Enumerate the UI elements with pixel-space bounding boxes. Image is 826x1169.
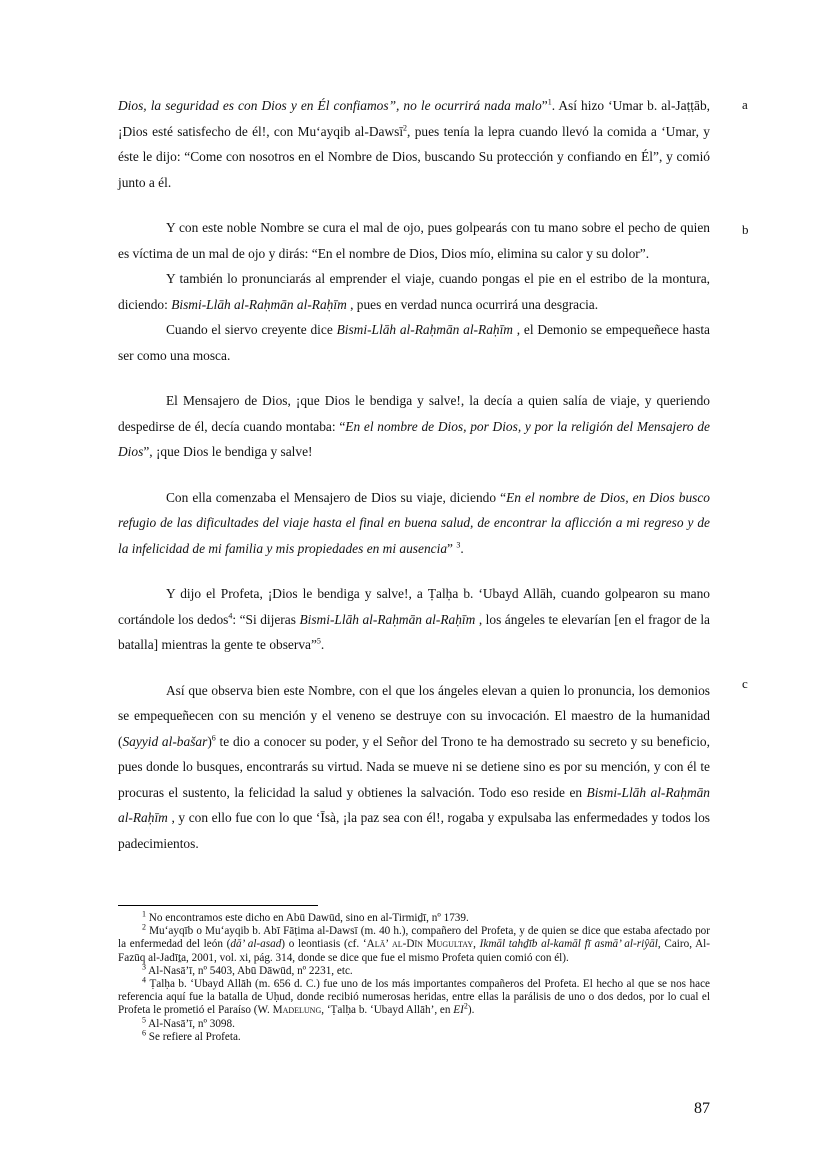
footnote-ref-3[interactable]: 3 bbox=[456, 540, 461, 550]
footnote-ref-1[interactable]: 1 bbox=[547, 97, 552, 107]
paragraph-8: Así que observa bien este Nombre, con el que los ángeles elevan a quien lo pronuncia, los demonios se empequeñecen con su mención y el veneno se destruye con su invocación. El maestro de la humanidad (Sayyid al-bašar)$^6$ te dio a conocer su poder, y el Señor del Trono te ha demostrado su secreto y su beneficio, pues donde lo busques, encontrarás su virtud. Nada se mueve ni se detiene sino es por su mención, y con él te procuras el sustento, la felicidad la salud y obtienes la salvación. Todo eso reside en Bismi-Llāh al-Raḥmān al-Raḥīm , y con ello fue con lo que ‘Īsà, ¡la paz sea con él!, rogaba y expulsaba las enfermedades y todos los padecimientos. bbox=[118, 682, 710, 851]
footnotes bbox=[118, 909, 711, 1044]
page-number: 87 bbox=[694, 1100, 710, 1117]
margin-mark-b: b bbox=[742, 222, 749, 237]
footnote-ref-6[interactable]: 6 bbox=[211, 733, 216, 743]
footnote-1: $^1$ No encontramos este dicho en Abū Dawūd, sino en al-Tirmiḏī, nº 1739. bbox=[142, 909, 469, 924]
footnote-ref-2[interactable]: 2 bbox=[403, 123, 408, 133]
footnote-ref-5[interactable]: 5 bbox=[316, 636, 321, 646]
paragraph-1: Dios, la seguridad es con Dios y en Él confiamos”, no le ocurrirá nada malo”$^1$. Así hizo ‘Umar b. al-Jaṭṭāb, ¡Dios esté satisfecho de él!, con Mu‘ayqib al-Dawsī$^2$, pues tenía la lepra cuando llevó la comida a ‘Umar, y éste le dijo: “Come con nosotros en el Nombre de Dios, buscando Su protección y confiando en Él”, y comió junto a él. bbox=[118, 97, 710, 190]
footnote-3: $^3$ Al-Nasā’ī, nº 5403, Abū Dāwūd, nº 2231, etc. bbox=[142, 962, 353, 977]
paragraph-7: Y dijo el Profeta, ¡Dios le bendiga y salve!, a Ṭalḥa b. ‘Ubayd Allāh, cuando golpearon su mano cortándole los dedos$^4$: “Si dijeras Bismi-Llāh al-Raḥmān al-Raḥīm , los ángeles te elevarían [en el fragor de la batalla] mientras la gente te observa”$^5$. bbox=[118, 586, 710, 652]
footnote-ref-4[interactable]: 4 bbox=[228, 611, 233, 621]
footnote-4: $^4$ Ṭalḥa b. ‘Ubayd Allāh (m. 656 d. C.) fue uno de los más importantes compañeros del Profeta. El hecho al que se nos hace referencia aquí fue la batalla de Uḥud, donde recibió numerosas heridas, entre ellas la parálisis de uno o dos dedos, por lo cual el Profeta le prometió el Paraíso (W. Madelung, ‘Ṭalḥa b. ‘Ubayd Allāh’, en $EI^2$). bbox=[118, 975, 710, 1017]
main-text bbox=[118, 93, 710, 856]
footnote-2: $^2$ Mu‘ayqīb o Mu‘ayqib b. Abī Fāṭima al-Dawsī (m. 40 h.), compañero del Profeta, y de quien se dice que estaba afectado por la enfermedad del león (dā’ al-asad) o leontiasis (cf. ‘Alā’ al-Dīn Mugultay, Ikmāl tahḏīb al-kamāl fī asmā’ al-riŷāl, Cairo, Al-Fazūq al-Jadīṯa, 2001, vol. xi, pág. 314, donde se dice que fue el mismo Profeta quien comió con él). bbox=[118, 922, 711, 964]
footnote-5: $^5$ Al-Nasā’ī, nº 3098. bbox=[142, 1014, 235, 1030]
paragraph-6: Con ella comenzaba el Mensajero de Dios su viaje, diciendo “En el nombre de Dios, en Dios busco refugio de las dificultades del viaje hasta el final en buena salud, de encontrar la aflicción a mi regreso y de la infelicidad de mi familia y mis propiedades en mi ausencia” $^3$. bbox=[118, 489, 710, 556]
footnote-6: $^6$ Se refiere al Profeta. bbox=[142, 1028, 241, 1043]
paragraph-3: Y también lo pronunciarás al emprender el viaje, cuando pongas el pie en el estribo de la montura, diciendo: Bismi-Llāh al-Raḥmān al-Raḥīm , pues en verdad nunca ocurrirá una desgracia. bbox=[118, 271, 710, 312]
footnote-rule bbox=[118, 905, 318, 906]
paragraph-4: Cuando el siervo creyente dice Bismi-Llāh al-Raḥmān al-Raḥīm , el Demonio se empequeñece hasta ser como una mosca. bbox=[118, 322, 710, 363]
paragraph-5: El Mensajero de Dios, ¡que Dios le bendiga y salve!, la decía a quien salía de viaje, y queriendo despedirse de él, decía cuando montaba: “En el nombre de Dios, por Dios, y por la religión del Mensajero de Dios”, ¡que Dios le bendiga y salve! bbox=[118, 393, 710, 459]
margin-mark-c: c bbox=[742, 676, 748, 691]
paragraph-2: Y con este noble Nombre se cura el mal de ojo, pues golpearás con tu mano sobre el pecho de quien es víctima de un mal de ojo y dirás: “En el nombre de Dios, Dios mío, elimina su calor y su dolor”. bbox=[118, 220, 710, 261]
margin-mark-a: a bbox=[742, 97, 748, 112]
